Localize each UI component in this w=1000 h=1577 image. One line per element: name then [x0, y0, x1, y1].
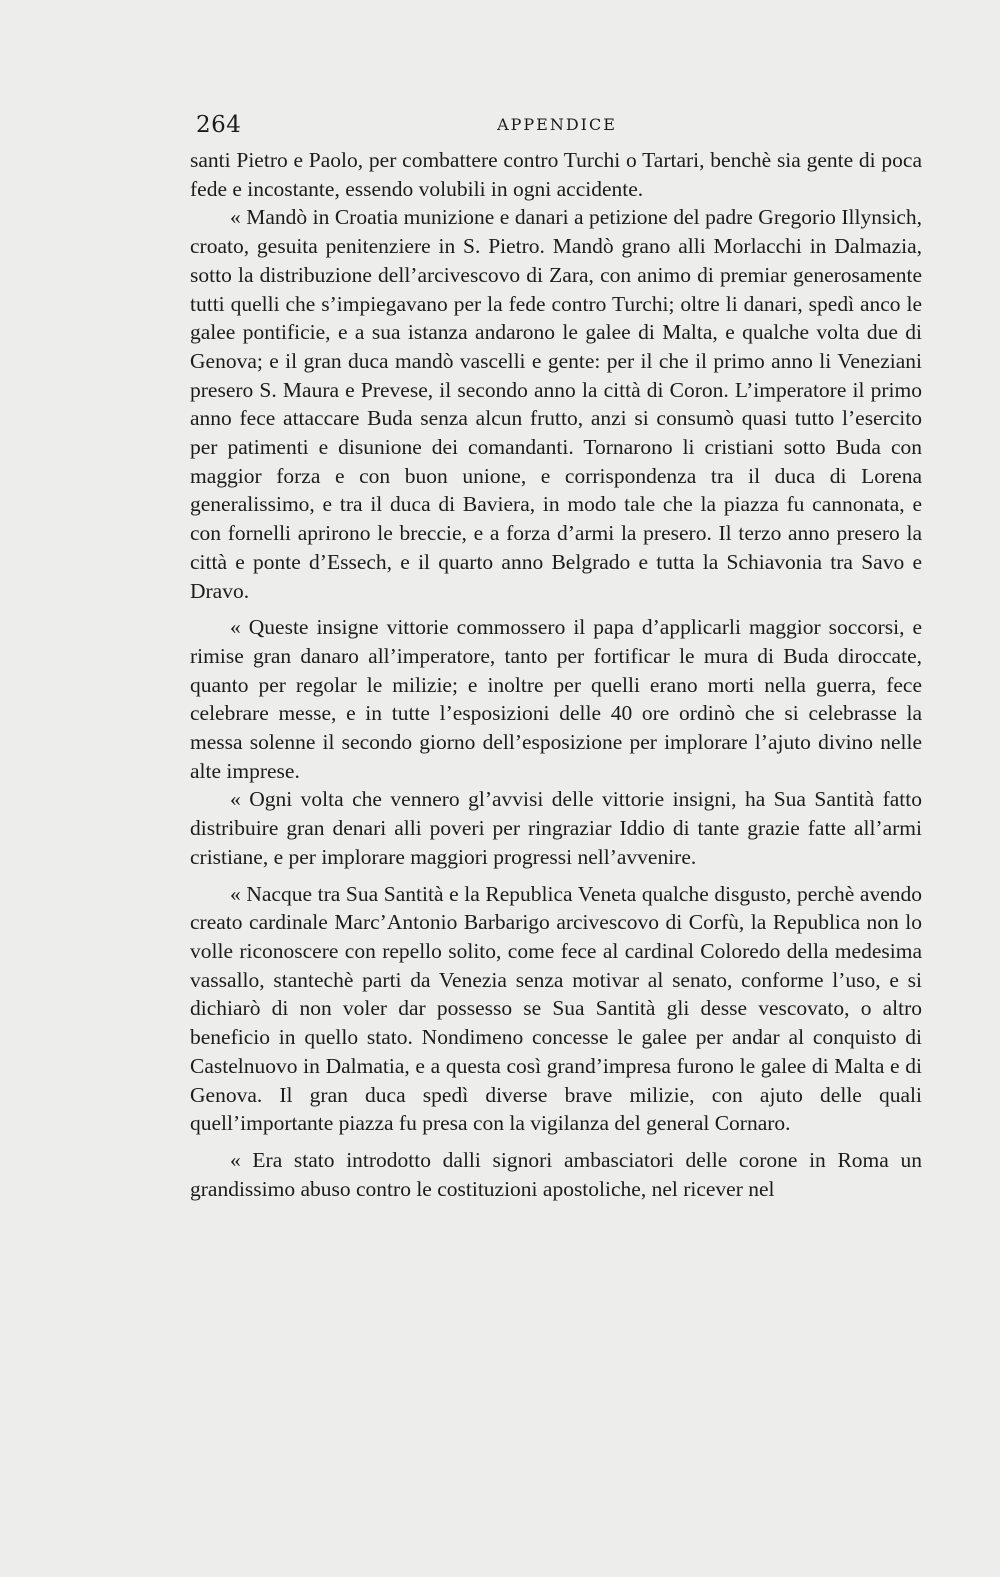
paragraph-2: « Mandò in Croatia munizione e danari a petizione del padre Gregorio Illynsich, croato, gesuita penitenziere in S. Pietro. Mandò grano alli Morlacchi in Dalmazia, sotto la distribuzione dell’arcivescovo di Zara, con animo di premiar generosamente tutti quelli che s’impiegavano per la fede contro Turchi; oltre li danari, spedì anco le galee pontificie, e a sua istanza andarono le galee di Malta, e qualche volta due di Genova; e il gran duca mandò vascelli e gente: per il che il primo anno li Veneziani presero S. Maura e Prevese, il secondo anno la città di Coron. L’imperatore il primo anno fece attaccare Buda senza alcun frutto, anzi si consumò quasi tutto l’esercito per patimenti e disunione dei comandanti. Tornarono li cristiani sotto Buda con maggior forza e con buon unione, e corrispondenza tra il duca di Lorena generalissimo, e tra il duca di Baviera, in modo tale che la piazza fu cannonata, e con fornelli aprirono le breccie, e a forza d’armi la presero. Il terzo anno presero la città e ponte d’Essech, e il quarto anno Belgrado e tutta la Schiavonia tra Savo e Dravo.: [190, 205, 922, 603]
paragraph-4: « Ogni volta che vennero gl’avvisi delle vittorie insigni, ha Sua Santità fatto distribuire gran denari alli poveri per ringraziar Iddio di tante grazie fatte all’armi cristiane, e per implorare maggiori progressi nell’avvenire.: [190, 787, 922, 869]
paragraph-1: santi Pietro e Paolo, per combattere contro Turchi o Tartari, benchè sia gente di poca fede e incostante, essendo volubili in ogni accidente.: [190, 148, 922, 201]
running-head: [196, 112, 918, 140]
paragraph-5: « Nacque tra Sua Santità e la Republica Veneta qualche disgusto, perchè avendo creato cardinale Marc’Antonio Barbarigo arcivescovo di Corfù, la Republica non lo volle riconoscere con repello solito, come fece al cardinal Coloredo della medesima vassallo, stantechè parti da Venezia senza motivar al senato, conforme l’uso, e si dichiarò di non voler dar possesso se Sua Santità gli desse vescovato, o altro beneficio in quello stato. Nondimeno concesse le galee per andar al conquisto di Castelnuovo in Dalmatia, e a questa così grand’impresa furono le galee di Malta e di Genova. Il gran duca spedì diverse brave milizie, con ajuto delle quali quell’importante piazza fu presa con la vigilanza del general Cornaro.: [190, 881, 922, 1136]
paragraph-6: « Era stato introdotto dalli signori ambasciatori delle corone in Roma un grandissimo abuso contro le costituzioni apostoliche, nel ricever nel: [190, 1147, 922, 1201]
page-number: 264: [196, 112, 242, 138]
section-title: APPENDICE: [497, 115, 617, 134]
body-text: [190, 146, 922, 1203]
paragraph-3: « Queste insigne vittorie commossero il papa d’applicarli maggior soccorsi, e rimise gran danaro all’imperatore, tanto per fortificar le mura di Buda diroccate, quanto per regolar le milizie; e inoltre per quelli erano morti nella guerra, fece celebrare messe, e in tutte l’esposizioni delle 40 ore ordinò che si celebrasse la messa solenne il secondo giorno dell’esposizione per implorare l’ajuto divino nelle alte imprese.: [190, 615, 922, 783]
